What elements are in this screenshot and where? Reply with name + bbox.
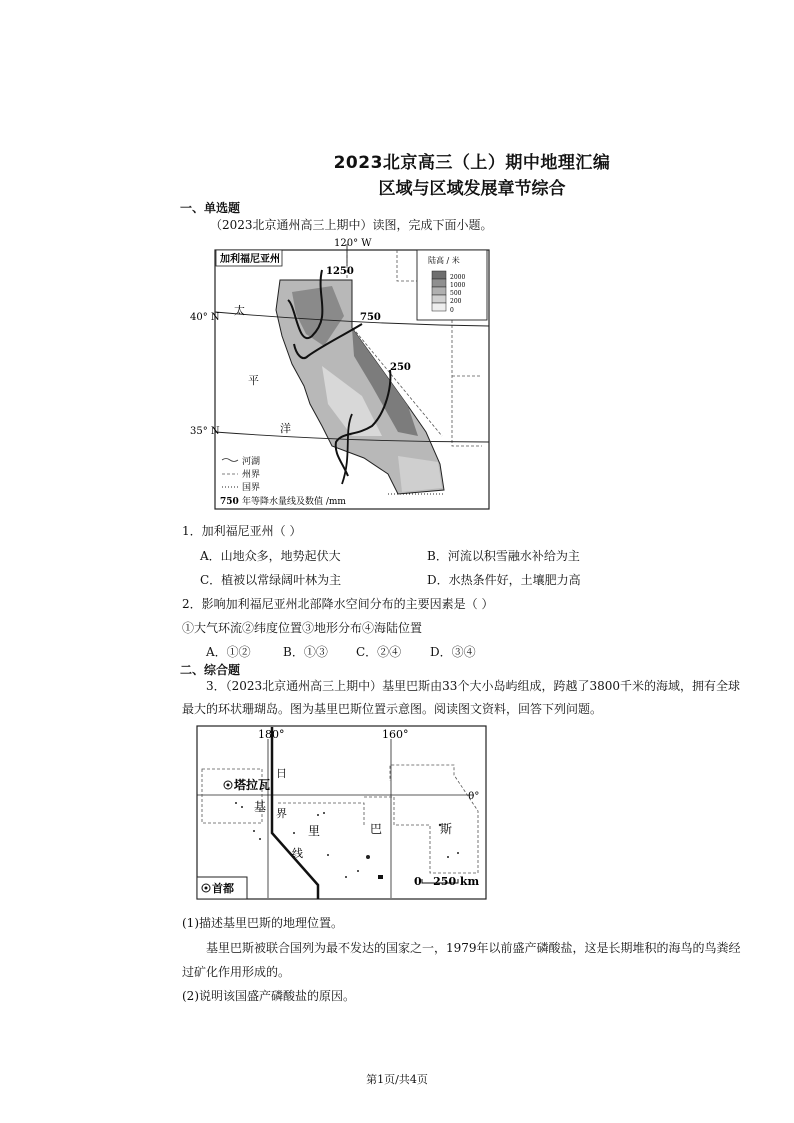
elev-1000: 1000 <box>450 282 466 289</box>
q3-paragraph-line1: 基里巴斯被联合国列为最不发达的国家之一，1979年以前盛产磷酸盐，这是长期堆积的海鸟的鸟粪经 <box>206 941 741 955</box>
legend-national-border: 国界 <box>242 483 261 493</box>
ocean-char-3: 洋 <box>280 422 291 435</box>
page-subtitle: 区域与区域发展章节综合 <box>378 179 566 199</box>
section-heading-comprehensive: 二、综合题 <box>180 663 241 677</box>
q2-option-d: D．③④ <box>430 645 476 659</box>
country-char-2: 里 <box>308 824 321 838</box>
elev-legend-title: 陆高 / 米 <box>428 256 460 265</box>
isoline-1250: 1250 <box>326 266 354 277</box>
lon-180-label: 180° <box>258 728 285 741</box>
ocean-char-2: 平 <box>248 374 259 387</box>
q1-option-d: D．水热条件好，土壤肥力高 <box>427 573 581 587</box>
lon-160-label: 160° <box>382 728 409 741</box>
q3-sub2: (2)说明该国盛产磷酸盐的原因。 <box>182 989 355 1003</box>
scale-label: 0 250 km <box>414 875 480 888</box>
elev-2000: 2000 <box>450 274 466 281</box>
legend-isoline-value: 750 <box>220 497 239 507</box>
q3-stem-line1: 3．（2023北京通州高三上期中）基里巴斯由33个大小岛屿组成，跨越了3800千米的海域，拥有全球 <box>206 679 740 693</box>
elev-0: 0 <box>450 307 454 314</box>
california-map <box>190 236 492 512</box>
q2-option-a: A．①② <box>206 645 251 659</box>
elev-200: 200 <box>450 298 462 305</box>
legend-capital-label: 首都 <box>212 882 234 895</box>
lat-0-label: 0° <box>468 791 480 802</box>
q3-sub1: (1)描述基里巴斯的地理位置。 <box>182 916 343 930</box>
elev-500: 500 <box>450 290 462 297</box>
q2-factors: ①大气环流②纬度位置③地形分布④海陆位置 <box>182 621 423 635</box>
legend-rivers: 河湖 <box>242 457 261 467</box>
dateline-char-2: 界 <box>276 807 287 820</box>
q3-paragraph-line2: 过矿化作用形成的。 <box>182 965 291 979</box>
section-heading-single-choice: 一、单选题 <box>180 201 241 215</box>
lat-35-label: 35° N <box>190 426 220 437</box>
q2-stem: 2．影响加利福尼亚州北部降水空间分布的主要因素是（ ） <box>182 597 494 611</box>
isoline-750: 750 <box>360 312 381 323</box>
q3-stem-line2: 最大的环状珊瑚岛。图为基里巴斯位置示意图。阅读图文资料，回答下列问题。 <box>182 702 603 716</box>
dateline-char-3: 线 <box>292 847 303 860</box>
lon-label: 120° W <box>334 238 372 249</box>
q1-option-c: C．植被以常绿阔叶林为主 <box>200 573 342 587</box>
page-footer: 第1页/共4页 <box>366 1073 428 1086</box>
section1-intro: （2023北京通州高三上期中）读图，完成下面小题。 <box>210 218 493 232</box>
q1-option-b: B．河流以积雪融水补给为主 <box>427 549 580 563</box>
lat-40-label: 40° N <box>190 312 220 323</box>
q1-option-a: A．山地众多，地势起伏大 <box>200 549 341 563</box>
q2-option-c: C．②④ <box>356 645 402 659</box>
legend-state-border: 州界 <box>242 470 261 480</box>
map-title: 加利福尼亚州 <box>220 254 280 265</box>
legend-isoline-desc: 年等降水量线及数值 /mm <box>242 497 346 507</box>
capital-label: 塔拉瓦 <box>234 778 271 792</box>
dateline-char-1: 日 <box>276 767 287 780</box>
country-char-1: 基 <box>254 800 267 814</box>
isoline-250: 250 <box>390 362 411 373</box>
q1-stem: 1．加利福尼亚州（ ） <box>182 524 302 538</box>
page-title: 2023北京高三（上）期中地理汇编 <box>333 153 611 173</box>
country-char-4: 斯 <box>440 822 453 836</box>
kiribati-map <box>196 725 488 901</box>
country-char-3: 巴 <box>370 822 383 836</box>
ocean-char-1: 太 <box>234 304 245 317</box>
q2-option-b: B．①③ <box>283 645 328 659</box>
